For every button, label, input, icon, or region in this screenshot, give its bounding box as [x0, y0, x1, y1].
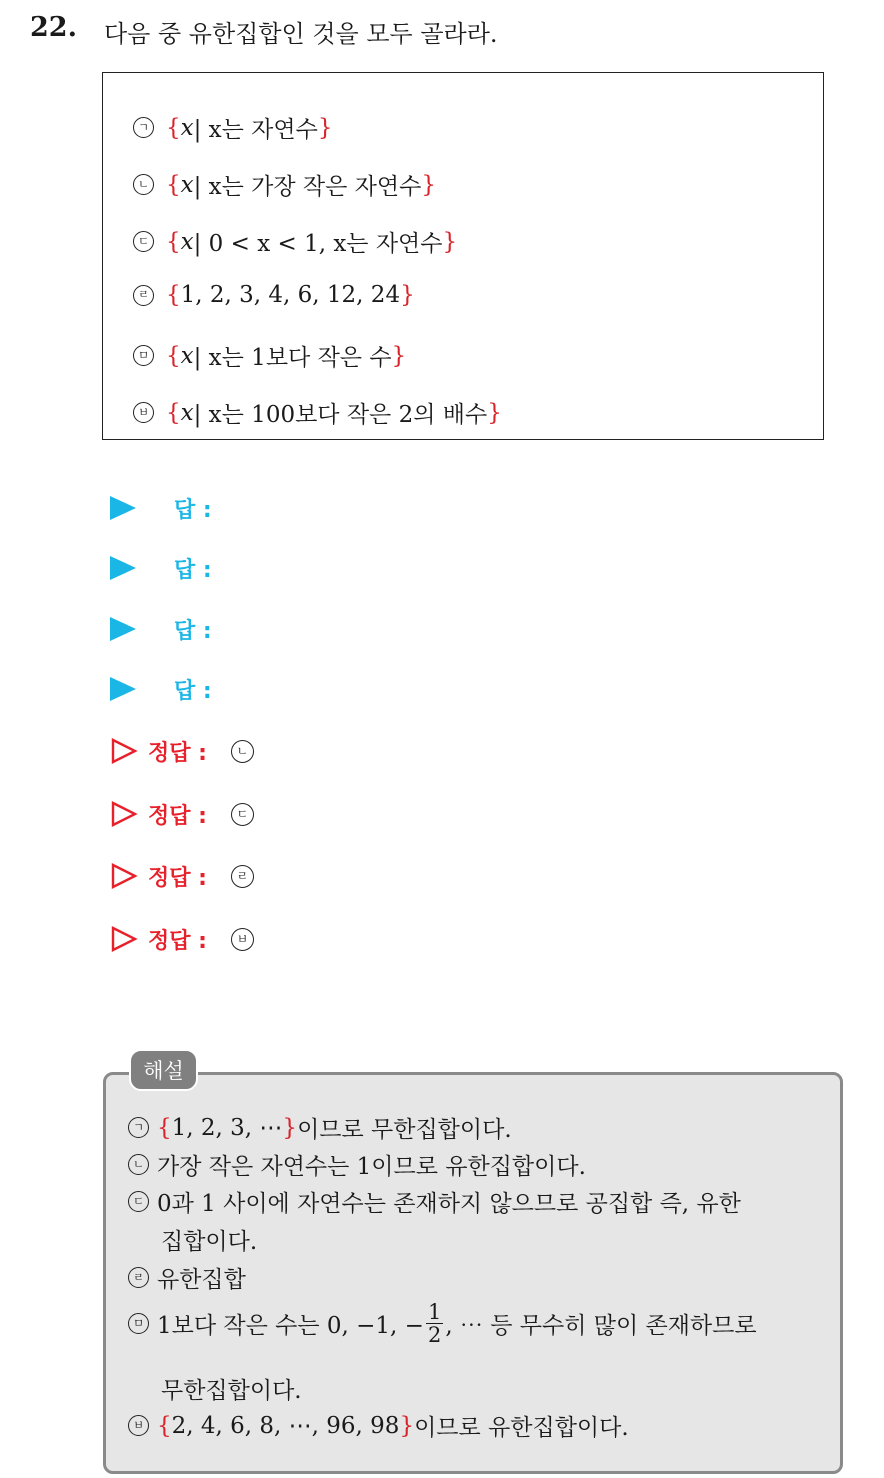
brace-open: { [166, 399, 181, 426]
correct-label: 정답 : [148, 740, 207, 766]
circled-letter-icon: ㄷ [231, 803, 254, 826]
answer-label: 답 : [174, 618, 212, 644]
correct-answer-row [110, 731, 254, 771]
explanation-tag: 해설 [129, 1049, 198, 1091]
choice-text: | x는 1보다 작은 수 [193, 345, 392, 371]
choice-text: 1, 2, 3, 4, 6, 12, 24 [180, 282, 401, 308]
correct-label: 정답 : [148, 928, 207, 954]
explanation-line [128, 1409, 629, 1442]
variable: x [180, 114, 194, 141]
variable: x [180, 399, 194, 426]
explanation-text: 유한집합 [157, 1267, 246, 1293]
play-triangle-icon [110, 677, 136, 701]
circled-letter-icon: ㄱ [133, 117, 154, 138]
outline-triangle-icon [110, 862, 138, 890]
choice-text: | x는 100보다 작은 2의 배수 [193, 402, 488, 428]
answer-row[interactable] [110, 669, 212, 709]
brace-close: } [400, 282, 415, 308]
choice-item [133, 225, 457, 258]
circled-letter-icon: ㄴ [133, 174, 154, 195]
play-triangle-icon [110, 617, 136, 641]
variable: x [180, 342, 194, 369]
explanation-text: 이므로 유한집합이다. [414, 1415, 629, 1441]
choice-item [133, 168, 436, 201]
set-elements: 1, 2, 3, ⋯ [171, 1114, 283, 1141]
circled-letter-icon: ㄹ [128, 1267, 149, 1288]
correct-label: 정답 : [148, 803, 207, 829]
explanation-text: 이므로 무한집합이다. [297, 1117, 512, 1143]
explanation-line [128, 1111, 512, 1144]
circled-letter-icon: ㄷ [133, 231, 154, 252]
explanation-box [103, 1072, 843, 1474]
explanation-line [161, 1223, 257, 1256]
explanation-text: 무한집합이다. [161, 1378, 302, 1404]
brace-close: } [391, 342, 407, 369]
correct-label: 정답 : [148, 865, 207, 891]
circled-letter-icon: ㅂ [231, 928, 254, 951]
fraction-denominator: 2 [427, 1323, 442, 1348]
brace-open: { [157, 1412, 172, 1439]
brace-close: } [317, 114, 333, 141]
answer-label: 답 : [174, 678, 212, 704]
explanation-text: 1보다 작은 수는 0, −1, − [157, 1313, 424, 1340]
answer-row[interactable] [110, 548, 212, 588]
answer-row[interactable] [110, 488, 212, 528]
answer-label: 답 : [174, 557, 212, 583]
question-number: 22. [30, 12, 77, 43]
brace-open: { [166, 228, 181, 255]
circled-letter-icon: ㅂ [128, 1415, 149, 1436]
fraction-numerator: 1 [427, 1300, 442, 1324]
brace-close: } [421, 171, 436, 198]
choice-text: | 0 < x < 1, x는 자연수 [193, 231, 443, 257]
circled-letter-icon: ㄹ [231, 865, 254, 888]
explanation-text: , ⋯ 등 무수히 많이 존재하므로 [445, 1313, 757, 1340]
choice-box [102, 72, 824, 440]
circled-letter-icon: ㅁ [128, 1313, 149, 1334]
explanation-line [128, 1185, 741, 1218]
circled-letter-icon: ㄱ [128, 1117, 149, 1138]
brace-open: { [166, 342, 181, 369]
choice-item [133, 282, 415, 308]
explanation-line [128, 1261, 246, 1294]
brace-open: { [166, 171, 181, 198]
correct-answer-row [110, 794, 254, 834]
choice-text: | x는 자연수 [193, 117, 318, 143]
explanation-line [128, 1148, 586, 1181]
circled-letter-icon: ㅂ [133, 402, 154, 423]
variable: x [180, 228, 194, 255]
brace-open: { [166, 114, 181, 141]
set-elements: 2, 4, 6, 8, ⋯, 96, 98 [171, 1412, 400, 1439]
correct-answer-row [110, 919, 254, 959]
answer-label: 답 : [174, 497, 212, 523]
circled-letter-icon: ㄷ [128, 1191, 149, 1212]
brace-open: { [157, 1114, 172, 1141]
circled-letter-icon: ㅁ [133, 345, 154, 366]
circled-letter-icon: ㄴ [128, 1154, 149, 1175]
explanation-text: 가장 작은 자연수는 1이므로 유한집합이다. [157, 1154, 586, 1180]
correct-answer-row [110, 856, 254, 896]
circled-letter-icon: ㄴ [231, 740, 254, 763]
explanation-line [128, 1301, 757, 1346]
outline-triangle-icon [110, 800, 138, 828]
explanation-line [161, 1372, 302, 1405]
variable: x [180, 171, 194, 198]
choice-item [133, 111, 332, 144]
brace-close: } [399, 1412, 415, 1439]
play-triangle-icon [110, 496, 136, 520]
play-triangle-icon [110, 556, 136, 580]
brace-close: } [442, 228, 458, 255]
answer-row[interactable] [110, 609, 212, 649]
question-text: 다음 중 유한집합인 것을 모두 골라라. [104, 20, 498, 48]
circled-letter-icon: ㄹ [133, 285, 154, 306]
fraction [426, 1301, 443, 1346]
brace-close: } [487, 399, 502, 426]
choice-item [133, 396, 502, 429]
brace-close: } [282, 1114, 298, 1141]
explanation-text: 0과 1 사이에 자연수는 존재하지 않으므로 공집합 즉, 유한 [157, 1191, 741, 1217]
choice-item [133, 339, 406, 372]
brace-open: { [166, 282, 181, 308]
choice-text: | x는 가장 작은 자연수 [193, 174, 422, 200]
outline-triangle-icon [110, 925, 138, 953]
outline-triangle-icon [110, 737, 138, 765]
explanation-text: 집합이다. [161, 1229, 258, 1255]
